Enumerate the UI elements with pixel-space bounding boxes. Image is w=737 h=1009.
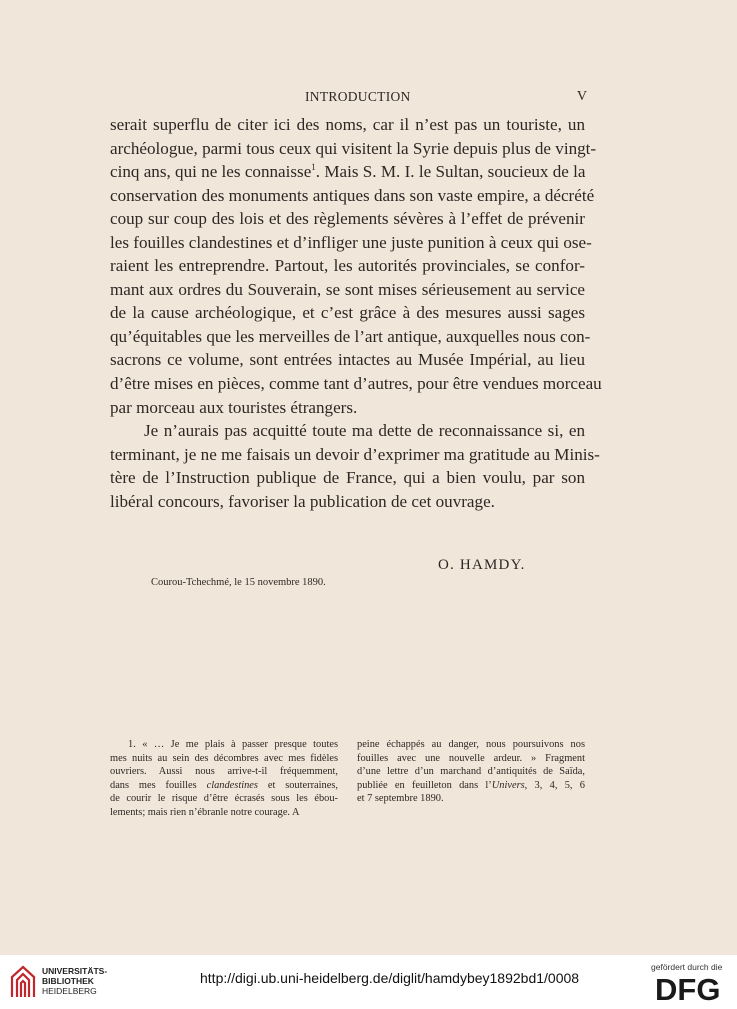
text-line: raient les entreprendre. Partout, les autorités provinciales, se confor- xyxy=(110,256,585,276)
text-line: sacrons ce volume, sont entrées intactes au Musée Impérial, au lieu xyxy=(110,350,585,370)
viewer-footer xyxy=(0,955,737,1009)
text-line: Je n’aurais pas acquitté toute ma dette de reconnaissance si, en xyxy=(144,421,585,441)
footnote-line: peine échappés au danger, nous poursuivons nos xyxy=(357,739,585,750)
text-segment: . Mais S. M. I. le Sultan, soucieux de la xyxy=(315,162,586,182)
text-segment: dans mes fouilles xyxy=(110,779,207,791)
text-line: archéologue, parmi tous ceux qui visitent la Syrie depuis plus de vingt- xyxy=(110,138,597,158)
text-line: coup sur coup des lois et des règlements sévères à l’effet de prévenir xyxy=(110,209,585,229)
text-line: serait superflu de citer ici des noms, car il n’est pas un touriste, un xyxy=(110,115,585,134)
paragraph-2 xyxy=(110,419,600,513)
footnote-reference[interactable]: 1 xyxy=(311,162,316,173)
university-library-name[interactable] xyxy=(42,966,107,996)
library-line: BIBLIOTHEK xyxy=(42,976,94,986)
text-line: conservation des monuments antiques dans son vaste empire, a décrété xyxy=(110,185,595,205)
text-line: mant aux ordres du Souverain, se sont mises sérieusement au service xyxy=(110,279,585,299)
footnote-line: lements; mais rien n’ébranle notre courage. A xyxy=(110,806,300,818)
text-segment: cinq ans, qui ne les connaisse xyxy=(110,162,312,182)
text-line: qu’équitables que les merveilles de l’art antique, auxquelles nous con- xyxy=(110,326,591,346)
dfg-logo-text: DFG xyxy=(655,974,721,1002)
footnote-line: de courir le risque d’être écrasés sous les ébou- xyxy=(110,793,338,805)
university-library-logo-icon[interactable] xyxy=(8,963,38,1001)
dfg-logo-icon[interactable] xyxy=(655,974,727,1002)
footnote-line: d’une lettre d’un marchand d’antiquités de Saïda, xyxy=(357,766,585,778)
text-line: d’être mises en pièces, comme tant d’autres, pour être vendues morceau xyxy=(110,374,602,394)
library-line: HEIDELBERG xyxy=(42,986,97,996)
footnote-column-left xyxy=(110,738,338,820)
body-text xyxy=(110,113,602,513)
text-segment: publiée en feuilleton dans l’ xyxy=(357,779,492,791)
paragraph-1 xyxy=(110,113,602,419)
text-line xyxy=(110,160,585,184)
text-line: les fouilles clandestines et d’infliger une juste punition à ceux qui ose- xyxy=(110,232,592,252)
text-line: de la cause archéologique, et c’est grâce à des mesures aussi sages xyxy=(110,303,585,323)
text-line: tère de l’Instruction publique de France, qui a bien voulu, par son xyxy=(110,468,585,488)
text-segment: , 3, 4, 5, 6 xyxy=(524,779,585,791)
footnote-column-right xyxy=(357,738,585,806)
signature: O. HAMDY. xyxy=(438,557,526,573)
permalink-url[interactable]: http://digi.ub.uni-heidelberg.de/diglit/hamdybey1892bd1/0008 xyxy=(200,970,580,986)
text-line: par morceau aux touristes étrangers. xyxy=(110,397,358,417)
footnote-line xyxy=(110,779,338,793)
text-line: terminant, je ne me faisais un devoir d’exprimer ma gratitude au Minis- xyxy=(110,444,600,464)
footnote-line: et 7 septembre 1890. xyxy=(357,793,444,805)
dateline: Courou-Tchechmé, le 15 novembre 1890. xyxy=(151,577,326,588)
footnote-line: 1. « … Je me plais à passer presque toutes xyxy=(128,739,338,750)
footnote-line xyxy=(357,779,585,793)
running-head xyxy=(110,89,597,107)
emphasis: Univers xyxy=(491,779,525,791)
footnote-line: mes nuits au sein des décombres avec mes fidèles xyxy=(110,752,338,764)
running-title: INTRODUCTION xyxy=(305,89,411,104)
emphasis: clandestines xyxy=(206,779,258,791)
text-line: libéral concours, favoriser la publication de cet ouvrage. xyxy=(110,491,495,511)
page-number: V xyxy=(576,89,587,104)
footnote-line: ouvriers. Aussi nous arrive-t-il fréquemment, xyxy=(110,766,338,778)
text-segment: et souterraines, xyxy=(257,779,338,791)
funder-caption: gefördert durch die xyxy=(651,962,723,972)
library-line: UNIVERSITÄTS- xyxy=(42,966,108,976)
footnote-line: fouilles avec une nouvelle ardeur. » Fragment xyxy=(357,752,585,764)
